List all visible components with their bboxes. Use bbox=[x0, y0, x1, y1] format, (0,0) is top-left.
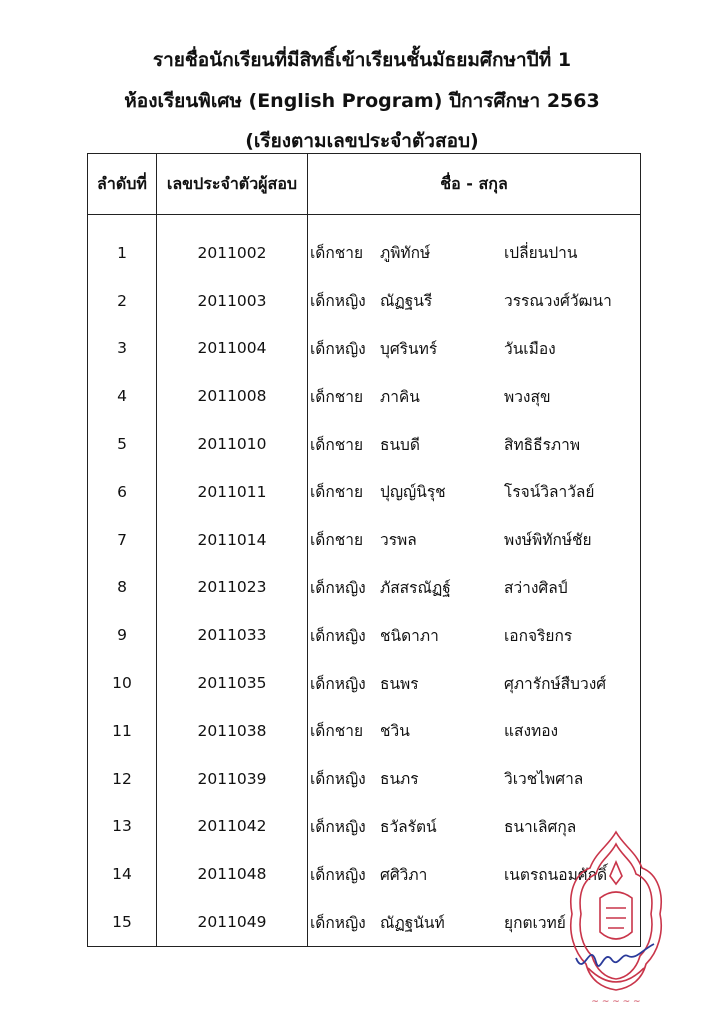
table-row bbox=[88, 325, 641, 373]
row-number: 10 bbox=[88, 659, 157, 707]
name-prefix: เด็กชาย bbox=[310, 531, 364, 550]
row-number: 11 bbox=[88, 707, 157, 755]
last-name: แสงทอง bbox=[504, 722, 559, 741]
name-prefix: เด็กชาย bbox=[310, 722, 364, 741]
first-name: ชนิดาภา bbox=[380, 626, 439, 645]
row-number: 1 bbox=[88, 215, 157, 277]
school-seal-icon bbox=[566, 828, 666, 1008]
exam-id: 2011011 bbox=[157, 468, 308, 516]
first-name: ธนภร bbox=[380, 770, 419, 789]
header-exam-id: เลขประจำตัวผู้สอบ bbox=[157, 154, 308, 215]
exam-id: 2011008 bbox=[157, 372, 308, 420]
table-row bbox=[88, 468, 641, 516]
table-row bbox=[88, 803, 641, 851]
row-number: 4 bbox=[88, 372, 157, 420]
last-name: พงษ์พิทักษ์ชัย bbox=[504, 531, 592, 550]
table-row bbox=[88, 215, 641, 277]
name-prefix: เด็กหญิง bbox=[310, 292, 366, 311]
name-prefix: เด็กชาย bbox=[310, 435, 364, 454]
first-name: ภูพิทักษ์ bbox=[380, 244, 431, 263]
sort-note: (เรียงตามเลขประจำตัวสอบ) bbox=[245, 130, 479, 152]
student-name bbox=[308, 659, 641, 707]
student-name bbox=[308, 468, 641, 516]
student-table bbox=[87, 153, 641, 947]
last-name: เนตรถนอมศักดิ์ bbox=[504, 865, 608, 884]
row-number: 6 bbox=[88, 468, 157, 516]
last-name: เอกจริยกร bbox=[504, 626, 573, 645]
table-row bbox=[88, 277, 641, 325]
first-name: ศศิวิภา bbox=[380, 865, 428, 884]
first-name: ธวัลรัตน์ bbox=[380, 817, 437, 836]
table-row bbox=[88, 372, 641, 420]
exam-id: 2011042 bbox=[157, 803, 308, 851]
name-prefix: เด็กหญิง bbox=[310, 578, 366, 597]
table-row bbox=[88, 898, 641, 946]
table-row bbox=[88, 755, 641, 803]
exam-id: 2011049 bbox=[157, 898, 308, 946]
table-row bbox=[88, 707, 641, 755]
last-name: วิเวชไพศาล bbox=[504, 770, 584, 789]
student-name bbox=[308, 277, 641, 325]
first-name: ชวิน bbox=[380, 722, 410, 741]
last-name: พวงสุข bbox=[504, 387, 551, 406]
student-name bbox=[308, 707, 641, 755]
table-header-row bbox=[88, 154, 641, 215]
svg-text:~ ~ ~ ~ ~: ~ ~ ~ ~ ~ bbox=[591, 997, 641, 1007]
row-number: 8 bbox=[88, 564, 157, 612]
name-prefix: เด็กหญิง bbox=[310, 770, 366, 789]
table-row bbox=[88, 564, 641, 612]
student-name bbox=[308, 372, 641, 420]
exam-id: 2011048 bbox=[157, 850, 308, 898]
row-number: 15 bbox=[88, 898, 157, 946]
first-name: บุศรินทร์ bbox=[380, 339, 438, 358]
name-prefix: เด็กหญิง bbox=[310, 626, 366, 645]
student-name bbox=[308, 611, 641, 659]
page-title: รายชื่อนักเรียนที่มีสิทธิ์เข้าเรียนชั้นมัธยมศึกษาปีที่ 1 bbox=[152, 49, 572, 71]
first-name: ธนพร bbox=[380, 674, 419, 693]
last-name: ศุภารักษ์สืบวงศ์ bbox=[504, 674, 607, 693]
exam-id: 2011023 bbox=[157, 564, 308, 612]
last-name: วันเมือง bbox=[504, 339, 556, 358]
last-name: เปลี่ยนปาน bbox=[504, 244, 578, 263]
first-name: ปุญญ์นิรุช bbox=[380, 483, 446, 502]
last-name: วรรณวงศ์วัฒนา bbox=[504, 292, 612, 311]
student-name bbox=[308, 215, 641, 277]
exam-id: 2011014 bbox=[157, 516, 308, 564]
table-row bbox=[88, 420, 641, 468]
exam-id: 2011002 bbox=[157, 215, 308, 277]
table-row bbox=[88, 659, 641, 707]
first-name: ณัฏฐนันท์ bbox=[380, 913, 445, 932]
row-number: 12 bbox=[88, 755, 157, 803]
table-row bbox=[88, 611, 641, 659]
row-number: 2 bbox=[88, 277, 157, 325]
name-prefix: เด็กชาย bbox=[310, 483, 364, 502]
exam-id: 2011033 bbox=[157, 611, 308, 659]
exam-id: 2011004 bbox=[157, 325, 308, 373]
exam-id: 2011003 bbox=[157, 277, 308, 325]
table-row bbox=[88, 850, 641, 898]
exam-id: 2011039 bbox=[157, 755, 308, 803]
student-name bbox=[308, 325, 641, 373]
name-prefix: เด็กหญิง bbox=[310, 817, 366, 836]
first-name: ธนบดี bbox=[380, 435, 420, 454]
header-order: ลำดับที่ bbox=[88, 154, 157, 215]
student-name bbox=[308, 755, 641, 803]
page-subtitle: ห้องเรียนพิเศษ (English Program) ปีการศึกษา 2563 bbox=[124, 90, 600, 112]
row-number: 3 bbox=[88, 325, 157, 373]
last-name: โรจน์วิลาวัลย์ bbox=[504, 483, 595, 502]
student-name bbox=[308, 564, 641, 612]
row-number: 13 bbox=[88, 803, 157, 851]
last-name: ธนาเลิศกุล bbox=[504, 817, 577, 836]
name-prefix: เด็กหญิง bbox=[310, 865, 366, 884]
last-name: สว่างศิลป์ bbox=[504, 578, 568, 597]
name-prefix: เด็กชาย bbox=[310, 244, 364, 263]
table-row bbox=[88, 516, 641, 564]
row-number: 5 bbox=[88, 420, 157, 468]
first-name: ภัสสรณัฏฐ์ bbox=[380, 578, 451, 597]
last-name: ยุกตเวทย์ bbox=[504, 913, 566, 932]
header-name: ชื่อ - สกุล bbox=[308, 154, 641, 215]
exam-id: 2011035 bbox=[157, 659, 308, 707]
name-prefix: เด็กหญิง bbox=[310, 339, 366, 358]
first-name: วรพล bbox=[380, 531, 417, 550]
student-name bbox=[308, 516, 641, 564]
name-prefix: เด็กชาย bbox=[310, 387, 364, 406]
last-name: สิทธิธีรภาพ bbox=[504, 435, 581, 454]
first-name: ภาคิน bbox=[380, 387, 420, 406]
name-prefix: เด็กหญิง bbox=[310, 913, 366, 932]
name-prefix: เด็กหญิง bbox=[310, 674, 366, 693]
exam-id: 2011038 bbox=[157, 707, 308, 755]
first-name: ณัฏฐนรี bbox=[380, 292, 433, 311]
row-number: 14 bbox=[88, 850, 157, 898]
exam-id: 2011010 bbox=[157, 420, 308, 468]
student-name bbox=[308, 420, 641, 468]
row-number: 9 bbox=[88, 611, 157, 659]
row-number: 7 bbox=[88, 516, 157, 564]
